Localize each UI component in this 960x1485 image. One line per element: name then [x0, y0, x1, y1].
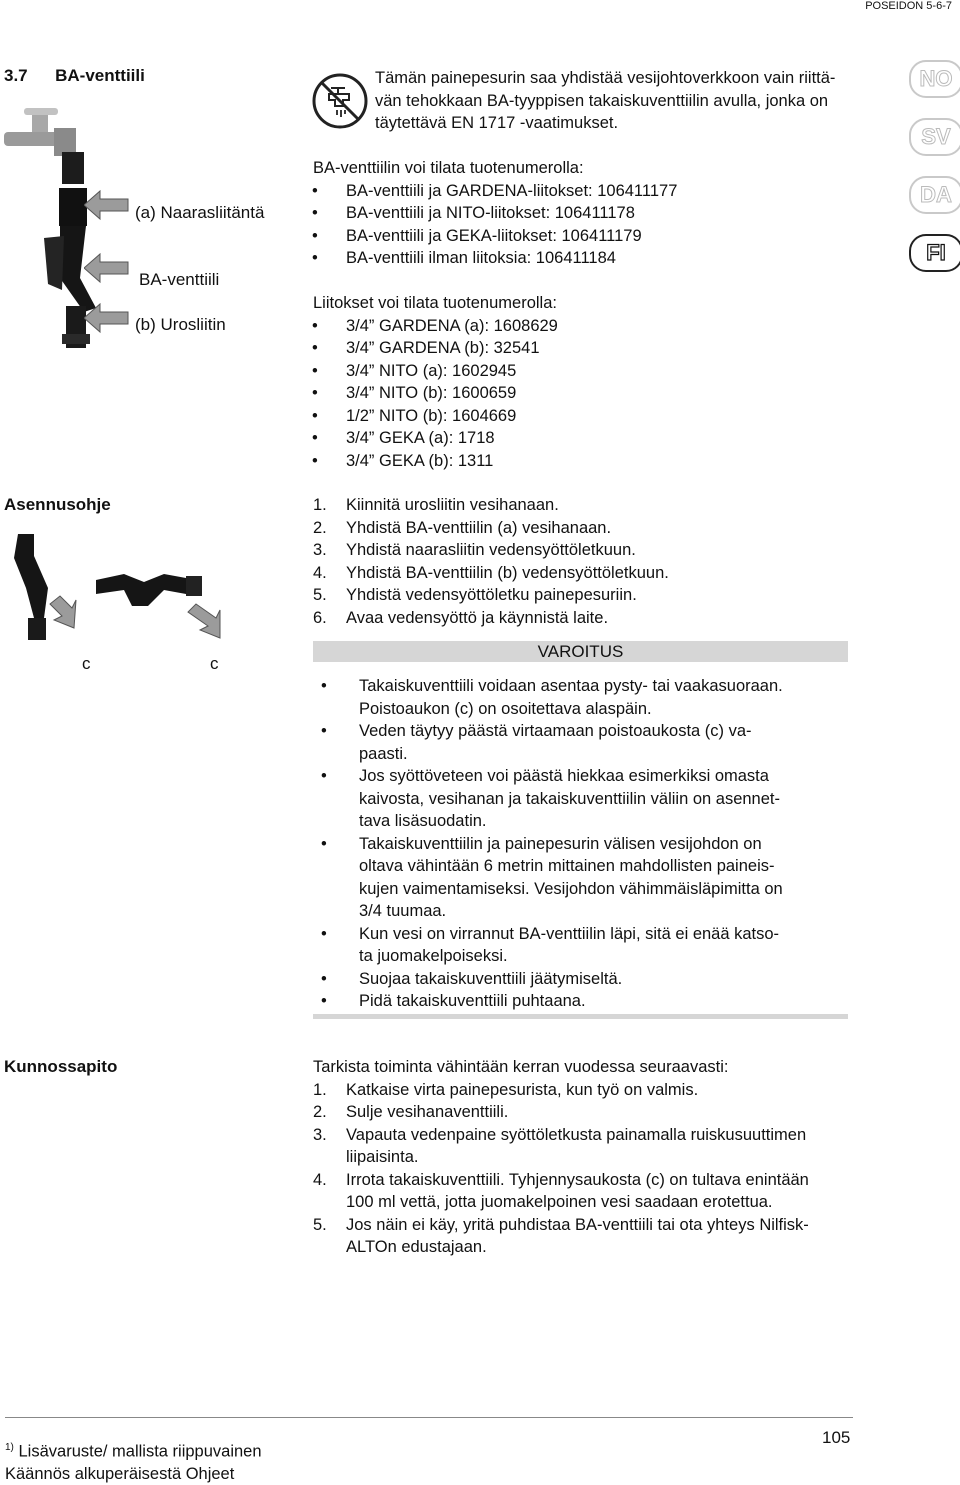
list-item: 5. Yhdistä vedensyöttöletku painepesuriin.	[313, 586, 637, 604]
list-item: • 3/4” GEKA (a): 1718	[312, 429, 495, 447]
list-item: • 3/4” GARDENA (b): 32541	[312, 339, 540, 357]
list-item: • BA-venttiili ilman liitoksia: 106411184	[312, 249, 616, 267]
document-model: POSEIDON 5-6-7	[865, 0, 952, 12]
list-item: 2. Sulje vesihanaventtiili.	[313, 1103, 509, 1121]
list-item: 4. Yhdistä BA-venttiilin (b) vedensyöttöletkuun.	[313, 563, 669, 582]
no-direct-connection-icon	[311, 72, 369, 130]
page-number: 105	[822, 1428, 851, 1447]
list-item: • Jos syöttöveteen voi päästä hiekkaa esimerkiksi omasta kaivosta, vesihanan ja takaiskuventtiilin väliin on asennet- tava lisäsuodatin.	[321, 767, 780, 830]
list-item: • BA-venttiili ja NITO-liitokset: 106411178	[312, 204, 635, 222]
list-item: • 3/4” GEKA (b): 1311	[312, 451, 494, 470]
list-item: 1. Katkaise virta painepesurista, kun työ on valmis.	[313, 1080, 699, 1099]
translation-note: Käännös alkuperäisestä Ohjeet	[5, 1464, 235, 1483]
list-item: • BA-venttiili ja GEKA-liitokset: 106411179	[312, 226, 642, 245]
list-item: • Veden täytyy päästä virtaamaan poistoaukosta (c) va- paasti.	[321, 722, 752, 763]
list-item: 2. Yhdistä BA-venttiilin (a) vesihanaan.	[313, 518, 612, 537]
maintenance-intro: Tarkista toiminta vähintään kerran vuodessa seuraavasti:	[313, 1058, 729, 1076]
list-item: • Takaiskuventtiili voidaan asentaa pysty- tai vaakasuoraan. Poistoaukon (c) on osoitettava alaspäin.	[321, 677, 783, 718]
list-item: 5. Jos näin ei käy, yritä puhdistaa BA-venttiili tai ota yhteys Nilfisk- ALTOn edustajaan.	[313, 1215, 809, 1256]
warning-bottom-rule	[313, 1014, 848, 1019]
label-ba-valve: BA-venttiili	[139, 270, 220, 289]
label-female-connector: (a) Naarasliitäntä	[135, 203, 265, 222]
section-number: 3.7	[4, 66, 28, 85]
install-orientation-illustration	[4, 528, 254, 648]
label-arrows	[84, 185, 130, 335]
order-fittings-heading: Liitokset voi tilata tuotenumerolla:	[313, 294, 557, 312]
list-item: • 3/4” GARDENA (a): 1608629	[312, 316, 558, 335]
drain-label-right: c	[210, 654, 219, 673]
warning-title: VAROITUS	[537, 642, 624, 661]
order-fittings-block	[313, 292, 873, 472]
footer-rule	[5, 1417, 853, 1418]
list-item: 3. Vapauta vedenpaine syöttöletkusta painamalla ruiskusuuttimen liipaisinta.	[313, 1125, 807, 1166]
intro-paragraph: Tämän painepesurin saa yhdistää vesijohtoverkkoon vain riittä- vän tehokkaan BA-tyyppisen takaiskuventtiilin avulla, jonka on täytettävä EN 1717 -vaatimukset.	[375, 69, 836, 132]
language-tab-no[interactable]: NO	[909, 60, 960, 98]
drain-label-left: c	[82, 654, 91, 673]
footnote: $^{1)}$ Lisävaruste/ mallista riippuvainen	[5, 1442, 262, 1461]
list-item: • 3/4” NITO (a): 1602945	[312, 361, 517, 380]
maintenance-block	[313, 1056, 883, 1259]
order-valve-heading: BA-venttiilin voi tilata tuotenumerolla:	[313, 159, 584, 177]
install-steps	[313, 494, 873, 629]
list-item: • Kun vesi on virrannut BA-venttiilin läpi, sitä ei enää katso- ta juomakelpoiseksi.	[321, 924, 780, 965]
language-tab-fi[interactable]: FI	[909, 234, 960, 272]
footer-notes	[5, 1437, 262, 1485]
list-item: • BA-venttiili ja GARDENA-liitokset: 106411177	[312, 181, 678, 200]
list-item: 1. Kiinnitä urosliitin vesihanaan.	[313, 496, 559, 514]
language-tab-da[interactable]: DA	[909, 176, 960, 214]
list-item: • 3/4” NITO (b): 1600659	[312, 384, 517, 402]
list-item: • 1/2” NITO (b): 1604669	[312, 406, 517, 425]
list-item: 3. Yhdistä naarasliitin vedensyöttöletkuun.	[313, 541, 636, 559]
list-item: 4. Irrota takaiskuventtiili. Tyhjennysaukosta (c) on tultava enintään 100 ml vettä, jotta juomakelpoinen vesi saadaan erotettua.	[313, 1170, 809, 1211]
section-title	[4, 66, 145, 86]
language-tab-sv[interactable]: SV	[909, 118, 960, 156]
label-male-connector: (b) Urosliitin	[135, 315, 226, 334]
warning-list	[321, 675, 859, 1013]
install-heading: Asennusohje	[4, 495, 111, 514]
list-item: • Suojaa takaiskuventtiili jäätymiseltä.	[321, 969, 623, 988]
order-valve-block	[313, 157, 873, 270]
list-item: • Takaiskuventtiilin ja painepesurin välisen vesijohdon on oltava vähintään 6 metrin mittainen mahdollisten paineis- kujen vaimentamiseksi. Vesijohdon vähimmäisläpimitta on 3/4 tuumaa.	[321, 834, 783, 920]
list-item: • Pidä takaiskuventtiili puhtaana.	[321, 992, 586, 1010]
maintenance-heading: Kunnossapito	[4, 1057, 118, 1076]
list-item: 6. Avaa vedensyöttö ja käynnistä laite.	[313, 608, 609, 627]
section-title-text: BA-venttiili	[55, 66, 145, 85]
